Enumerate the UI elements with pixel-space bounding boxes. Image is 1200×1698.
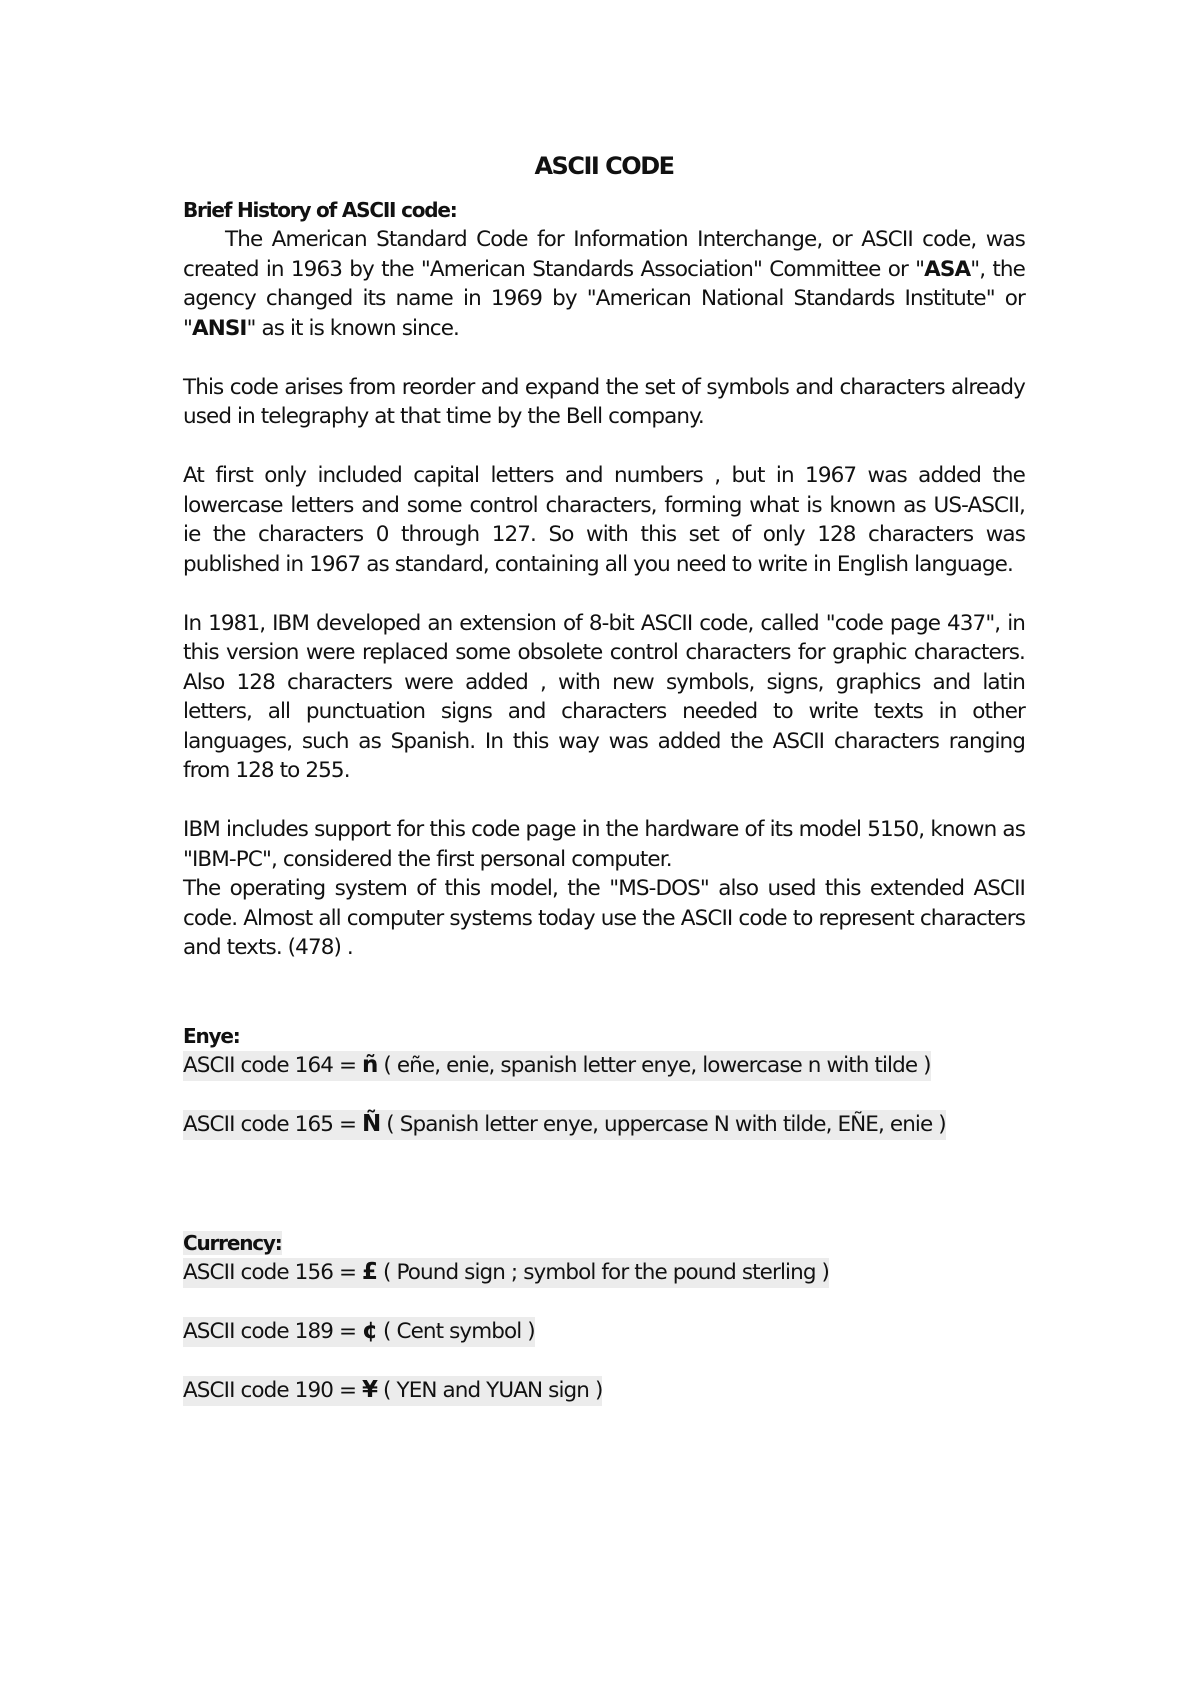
code-line <box>183 1110 946 1140</box>
code-description: ( eñe, enie, spanish letter enye, lowercase n with tilde ) <box>377 1053 931 1078</box>
currency-heading-text: Currency: <box>183 1231 282 1255</box>
code-description: ( Cent symbol ) <box>377 1319 535 1344</box>
history-paragraph-4: In 1981, IBM developed an extension of 8-bit ASCII code, called "code page 437", in this version were replaced some obsolete control characters for graphic characters. Also 128 characters were added , with new symbols, signs, graphics and latin letters, all punctuation signs and characters needed to write texts in other languages, such as Spanish. In this way was added the ASCII characters ranging from 128 to 255. <box>183 610 1025 783</box>
symbol-glyph: Ñ <box>362 1111 381 1137</box>
section-spacer <box>183 1169 1025 1229</box>
code-label: ASCII code 165 = <box>183 1112 362 1137</box>
enye-entry-164 <box>183 1051 1025 1081</box>
ansi-abbreviation: ANSI <box>192 315 247 341</box>
history-paragraph-3: At first only included capital letters and numbers , but in 1967 was added the lowercase letters and some control characters, forming what is known as US-ASCII, ie the characters 0 through 127. So with this set of only 128 characters was published in 1967 as standard, containing all you need to write in English language. <box>183 463 1025 577</box>
history-paragraph-6: The operating system of this model, the "MS-DOS" also used this extended ASCII code. Almost all computer systems today use the ASCII code to represent characters and texts. (478) . <box>183 876 1025 960</box>
currency-entry-189 <box>183 1317 1025 1347</box>
symbol-glyph: ¢ <box>362 1318 378 1344</box>
symbol-glyph: £ <box>362 1259 378 1285</box>
code-line <box>183 1051 931 1081</box>
symbol-glyph: ñ <box>362 1052 378 1078</box>
code-label: ASCII code 156 = <box>183 1260 362 1285</box>
enye-entry-165 <box>183 1110 1025 1140</box>
enye-heading: Enye: <box>183 1024 240 1048</box>
code-line <box>183 1258 829 1288</box>
history-paragraph-1 <box>183 225 1025 343</box>
code-description: ( Spanish letter enye, uppercase N with tilde, EÑE, enie ) <box>380 1112 946 1137</box>
code-line <box>183 1376 602 1406</box>
history-paragraph-1-text-a: The American Standard Code for Information Interchange, or ASCII code, was created in 1963 by the "American Standards Association" Committee or " <box>183 227 1025 282</box>
currency-entry-156 <box>183 1258 1025 1288</box>
code-description: ( Pound sign ; symbol for the pound sterling ) <box>377 1260 829 1285</box>
code-line <box>183 1317 535 1347</box>
document-page <box>183 150 1025 1435</box>
history-paragraph-1-text-b: ", the agency changed its name in 1969 by "American National Standards Institute" or " <box>183 256 1025 341</box>
history-paragraph-2: This code arises from reorder and expand the set of symbols and characters already used in telegraphy at that time by the Bell company. <box>183 374 1025 429</box>
symbol-glyph: ¥ <box>362 1377 378 1403</box>
asa-abbreviation: ASA <box>924 256 971 282</box>
code-label: ASCII code 164 = <box>183 1053 362 1078</box>
page-title: ASCII CODE <box>534 152 674 180</box>
code-label: ASCII code 190 = <box>183 1378 362 1403</box>
history-paragraph-1-text-c: " as it is known since. <box>246 315 459 341</box>
code-label: ASCII code 189 = <box>183 1319 362 1344</box>
code-description: ( YEN and YUAN sign ) <box>377 1378 603 1403</box>
section-spacer <box>183 992 1025 1022</box>
currency-heading <box>183 1229 1025 1258</box>
currency-entry-190 <box>183 1376 1025 1406</box>
history-heading: Brief History of ASCII code: <box>183 198 457 222</box>
history-paragraph-5: IBM includes support for this code page in the hardware of its model 5150, known as "IBM-PC", considered the first personal computer. <box>183 817 1025 872</box>
